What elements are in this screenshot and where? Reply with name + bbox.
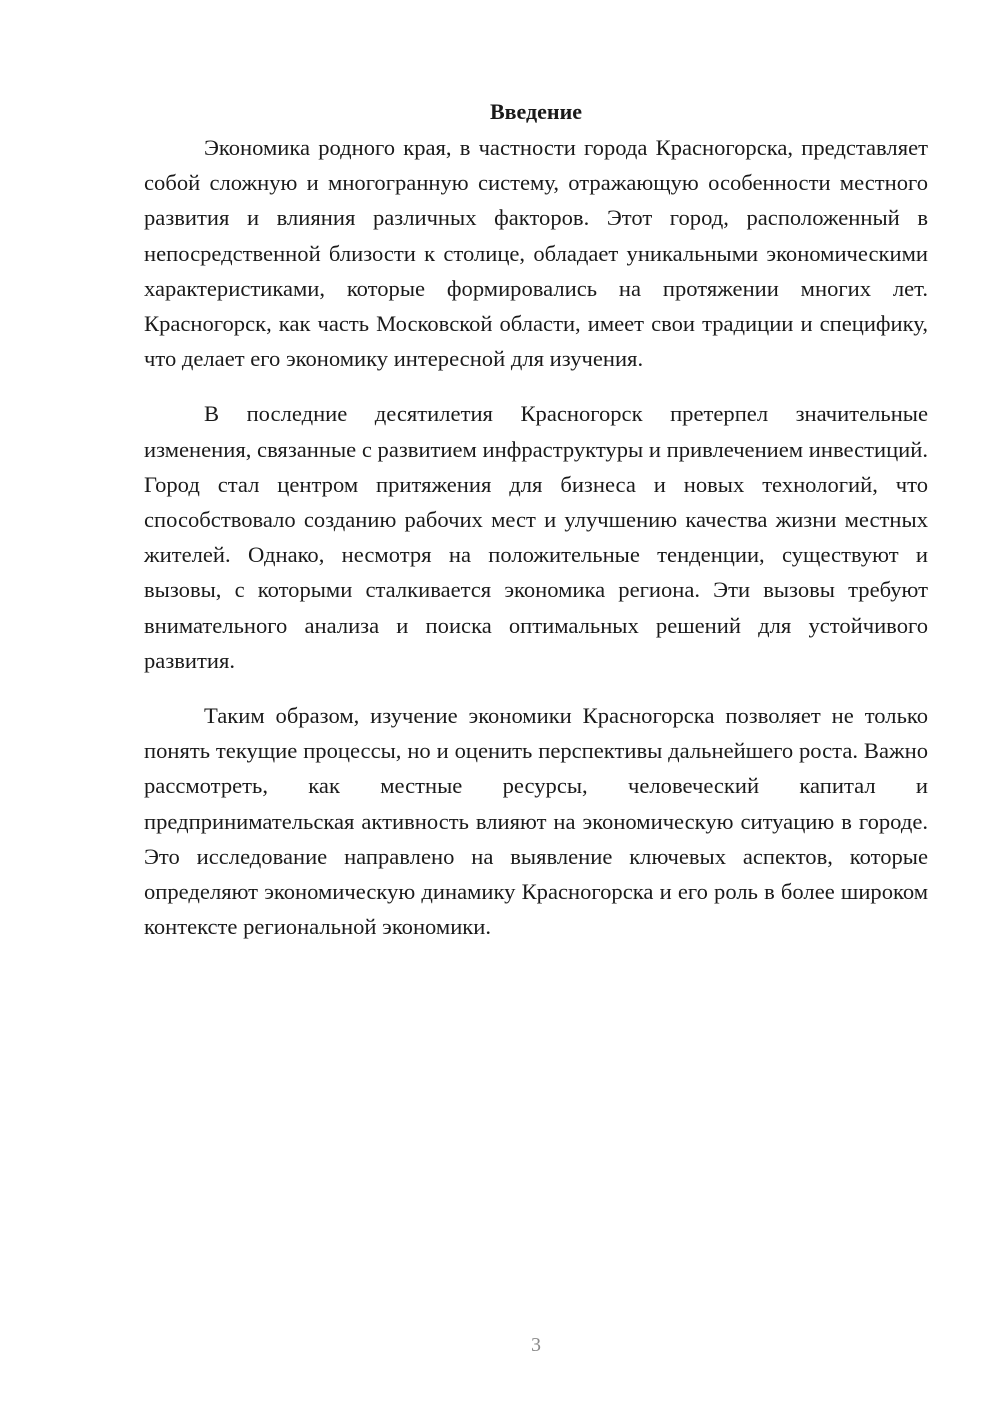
page-content [144,96,928,944]
page-number: 3 [531,1334,541,1356]
paragraph-3: Таким образом, изучение экономики Красногорска позволяет не только понять текущие процессы, но и оценить перспективы дальнейшего роста. Важно рассмотреть, как местные ресурсы, человеческий капитал и предпринимательская активность влияют на экономическую ситуацию в городе. Это исследование направлено на выявление ключевых аспектов, которые определяют экономическую динамику Красногорска и его роль в более широком контексте региональной экономики. [144,703,928,940]
paragraph-2: В последние десятилетия Красногорск претерпел значительные изменения, связанные с развитием инфраструктуры и привлечением инвестиций. Город стал центром притяжения для бизнеса и новых технологий, что способствовало созданию рабочих мест и улучшению качества жизни местных жителей. Однако, несмотря на положительные тенденции, существуют и вызовы, с которыми сталкивается экономика региона. Эти вызовы требуют внимательного анализа и поиска оптимальных решений для устойчивого развития. [144,401,928,673]
section-title: Введение [489,99,583,124]
paragraph-1: Экономика родного края, в частности города Красногорска, представляет собой сложную и многогранную систему, отражающую особенности местного развития и влияния различных факторов. Этот город, расположенный в непосредственной близости к столице, обладает уникальными экономическими характеристиками, которые формировались на протяжении многих лет. Красногорск, как часть Московской области, имеет свои традиции и специфику, что делает его экономику интересной для изучения. [144,135,928,372]
